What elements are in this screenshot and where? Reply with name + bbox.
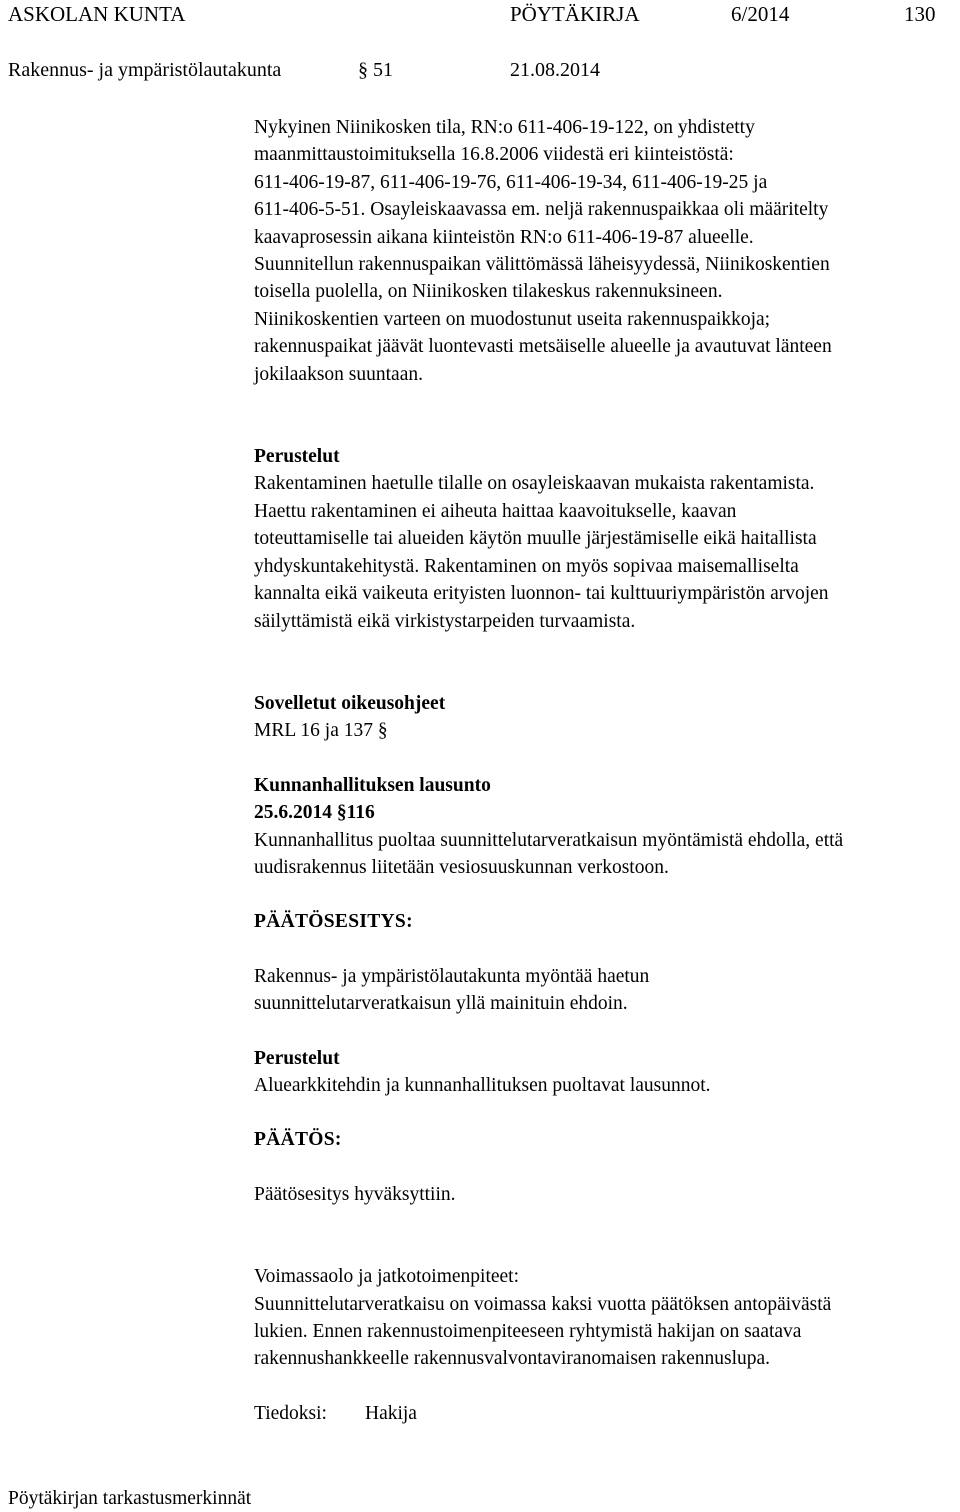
text-line: 611-406-19-87, 611-406-19-76, 611-406-19-34, 611-406-19-25 ja: [254, 171, 768, 193]
section-heading: Perustelut: [254, 1047, 340, 1069]
text-line: maanmittaustoimituksella 16.8.2006 viidestä eri kiinteistöstä:: [254, 144, 734, 166]
meeting-date: 21.08.2014: [510, 59, 600, 81]
section-number: § 51: [358, 59, 393, 81]
text-line: toisella puolella, on Niinikosken tilakeskus rakennuksineen.: [254, 281, 723, 303]
text-line: kannalta eikä vaikeuta erityisten luonnon- tai kulttuuriympäristön arvojen: [254, 583, 829, 605]
document-type: PÖYTÄKIRJA: [510, 2, 640, 26]
lausunto-section: [254, 772, 954, 882]
text-line: 611-406-5-51. Osayleiskaavassa em. neljä rakennuspaikkaa oli määritelty: [254, 199, 829, 221]
text-line: rakennushankkeelle rakennusvalvontaviranomaisen rakennuslupa.: [254, 1348, 771, 1370]
text-line: Suunnittelutarveratkaisu on voimassa kaksi vuotta päätöksen antopäivästä: [254, 1293, 832, 1315]
text-line: Haettu rakentaminen ei aiheuta haittaa kaavoitukselle, kaavan: [254, 500, 737, 522]
organization-name: ASKOLAN KUNTA: [8, 2, 186, 26]
text-line: lukien. Ennen rakennustoimenpiteeseen ryhtymistä hakijan on saatava: [254, 1321, 802, 1342]
text-line: uudisrakennus liitetään vesiosuuskunnan verkostoon.: [254, 856, 669, 878]
section-heading: Perustelut: [254, 446, 340, 468]
issue-number: 6/2014: [731, 2, 790, 26]
section-heading: Kunnanhallituksen lausunto: [254, 774, 491, 796]
legal-reference: MRL 16 ja 137 §: [254, 720, 388, 742]
board-name: Rakennus- ja ympäristölautakunta: [8, 59, 282, 81]
document-body: [254, 114, 954, 1427]
text-line: yhdyskuntakehitystä. Rakentaminen on myös sopivaa maisemalliselta: [254, 555, 799, 577]
statement-date: 25.6.2014 §116: [254, 802, 375, 824]
section-heading: Voimassaolo ja jatkotoimenpiteet:: [254, 1266, 520, 1288]
text-line: Suunnitellun rakennuspaikan välittömässä läheisyydessä, Niinikoskentien: [254, 254, 830, 276]
text-line: Niinikoskentien varteen on muodostunut useita rakennuspaikkoja;: [254, 308, 771, 330]
text-line: Nykyinen Niinikosken tila, RN:o 611-406-19-122, on yhdistetty: [254, 117, 755, 138]
text-line: toteuttamiselle tai alueiden käytön muulle järjestämiselle eikä haitallista: [254, 528, 817, 550]
text-line: Rakentaminen haetulle tilalle on osayleiskaavan mukaista rakentamista.: [254, 473, 815, 495]
text-line: suunnittelutarveratkaisun yllä mainituin ehdoin.: [254, 993, 628, 1015]
text-line: jokilaakson suuntaan.: [254, 363, 423, 385]
section-heading: Sovelletut oikeusohjeet: [254, 692, 446, 714]
text-line: kaavaprosessin aikana kiinteistön RN:o 611-406-19-87 alueelle.: [254, 226, 754, 248]
text-line: Rakennus- ja ympäristölautakunta myöntää haetun: [254, 965, 650, 987]
section-heading: PÄÄTÖS:: [254, 1129, 342, 1151]
page-number: 130: [904, 2, 936, 26]
text-line: säilyttämistä eikä virkistystarpeiden turvaamista.: [254, 610, 636, 632]
text-line: Kunnanhallitus puoltaa suunnittelutarveratkaisun myöntämistä ehdolla, että: [254, 829, 844, 851]
perustelut-section: [254, 443, 954, 635]
background-text: [254, 114, 954, 388]
paatosesitys-section: [254, 908, 954, 1017]
footer-signature-note: Pöytäkirjan tarkastusmerkinnät: [8, 1488, 252, 1509]
tiedoksi-label: Tiedoksi:: [254, 1402, 327, 1424]
text-line: rakennuspaikat jäävät luontevasti metsäiselle alueelle ja avautuvat länteen: [254, 336, 832, 358]
oikeusohjeet-section: [254, 690, 954, 745]
text-line: Aluearkkitehdin ja kunnanhallituksen puoltavat lausunnot.: [254, 1074, 711, 1096]
voimassaolo-section: [254, 1263, 954, 1373]
paatos-section: [254, 1126, 954, 1208]
perustelut-2-section: [254, 1045, 954, 1100]
tiedoksi-recipient: Hakija: [364, 1402, 417, 1424]
tiedoksi-section: [254, 1400, 954, 1427]
decision-text: Päätösesitys hyväksyttiin.: [254, 1183, 456, 1205]
section-heading: PÄÄTÖSESITYS:: [254, 911, 413, 933]
